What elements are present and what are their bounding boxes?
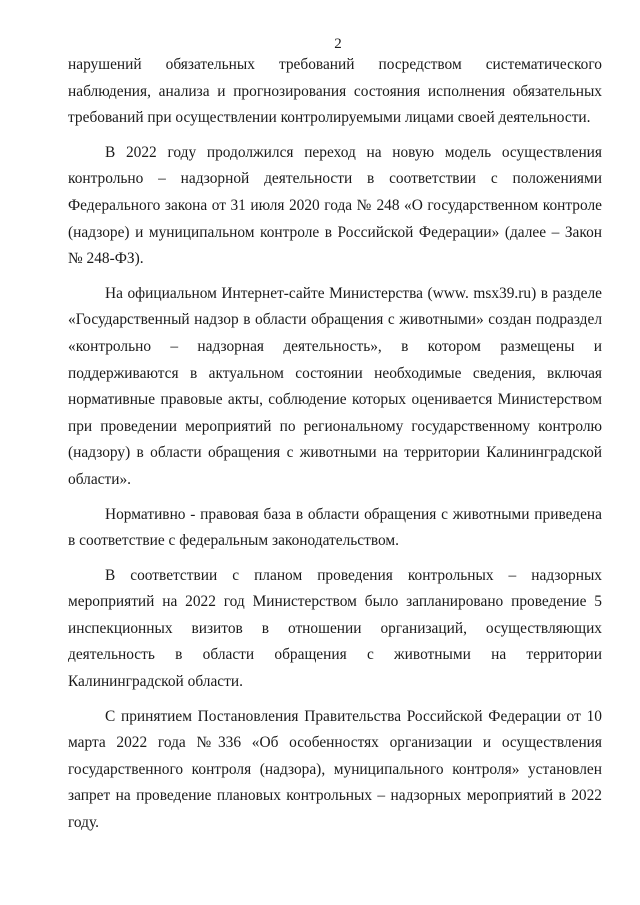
paragraph-3: На официальном Интернет-сайте Министерства (www. msx39.ru) в разделе «Государственный надзор в области обращения с животными» создан подраздел «контрольно – надзорная деятельность», в котором размещены и поддерживаются в актуальном состоянии необходимые сведения, включая нормативные правовые акты, соблюдение которых оценивается Министерством при проведении мероприятий по региональному государственному контролю (надзору) в области обращения с животными на территории Калининградской области». xyxy=(68,284,602,488)
paragraph-1: нарушений обязательных требований посредством систематического наблюдения, анализа и прогнозирования состояния исполнения обязательных требований при осуществлении контролируемыми лицами своей деятельности. xyxy=(68,56,602,127)
paragraph-4: Нормативно - правовая база в области обращения с животными приведена в соответствие с федеральным законодательством. xyxy=(68,505,602,550)
paragraph-5: В соответствии с планом проведения контрольных – надзорных мероприятий на 2022 год Министерством было запланировано проведение 5 инспекционных визитов в отношении организаций, осуществляющих деятельность в области обращения с животными на территории Калининградской области. xyxy=(68,566,602,691)
paragraph-6: С принятием Постановления Правительства Российской Федерации от 10 марта 2022 года №336 «Об особенностях организации и осуществления государственного контроля (надзора), муниципального контроля» установлен запрет на проведение плановых контрольных – надзорных мероприятий в 2022 году. xyxy=(68,707,602,832)
paragraph-2: В 2022 году продолжился переход на новую модель осуществления контрольно – надзорной деятельности в соответствии с положениями Федерального закона от 31 июля 2020 года № 248 «О государственном контроле (надзоре) и муниципальном контроле в Российской Федерации» (далее – Закон № 248-ФЗ). xyxy=(68,143,602,268)
page-number: 2 xyxy=(334,36,342,52)
document-body xyxy=(68,52,602,837)
